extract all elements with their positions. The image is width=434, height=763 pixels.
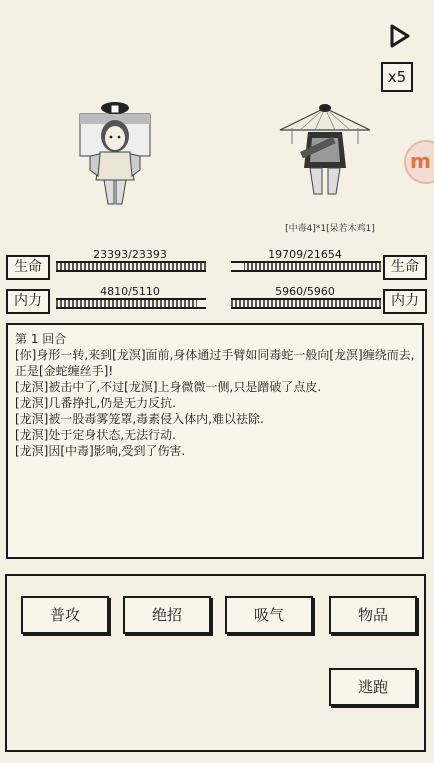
enemy-status-effects: [中毒4]*1[呆若木鸡1] <box>285 224 375 234</box>
skill-button[interactable]: 绝招 <box>123 596 211 634</box>
action-panel <box>5 574 426 752</box>
log-line: [你]身形一转,来到[龙溟]面前,身体通过手臂如同毒蛇一般向[龙溟]缠绕而去,正是[金蛇缠丝手]! <box>15 348 415 378</box>
enemy-hp-label: 生命 <box>383 255 427 280</box>
player-character-sprite <box>60 100 170 210</box>
log-line: [龙溟]被一股毒雾笼罩,毒素侵入体内,难以祛除. <box>15 412 264 426</box>
player-mp-bar <box>56 298 206 309</box>
player-hp-value: 23393/23393 <box>93 248 167 261</box>
player-mp-label: 内力 <box>6 289 50 314</box>
battle-log[interactable] <box>6 323 424 559</box>
play-icon[interactable] <box>384 22 414 50</box>
enemy-mp-label: 内力 <box>383 289 427 314</box>
player-mp-bar-fill <box>197 300 206 307</box>
log-line: 第 1 回合 <box>15 332 67 346</box>
enemy-hp-bar-fill <box>231 263 244 270</box>
speed-button[interactable]: x5 <box>381 62 413 92</box>
enemy-mp-value: 5960/5960 <box>275 285 335 298</box>
side-floating-badge-icon[interactable]: m <box>404 140 434 184</box>
items-button[interactable]: 物品 <box>329 596 417 634</box>
enemy-character-sprite <box>270 98 380 208</box>
flee-button[interactable]: 逃跑 <box>329 668 417 706</box>
player-mp-value: 4810/5110 <box>100 285 160 298</box>
log-line: [龙溟]被击中了,不过[龙溟]上身微微一侧,只是蹭破了点皮. <box>15 380 322 394</box>
enemy-mp-bar <box>231 298 381 309</box>
player-hp-bar <box>56 261 206 272</box>
player-hp-label: 生命 <box>6 255 50 280</box>
enemy-hp-value: 19709/21654 <box>268 248 342 261</box>
attack-button[interactable]: 普攻 <box>21 596 109 634</box>
log-line: [龙溟]因[中毒]影响,受到了伤害. <box>15 444 186 458</box>
enemy-hp-bar <box>231 261 381 272</box>
log-line: [龙溟]处于定身状态,无法行动. <box>15 428 176 442</box>
breathe-button[interactable]: 吸气 <box>225 596 313 634</box>
log-line: [龙溟]几番挣扎,仍是无力反抗. <box>15 396 176 410</box>
